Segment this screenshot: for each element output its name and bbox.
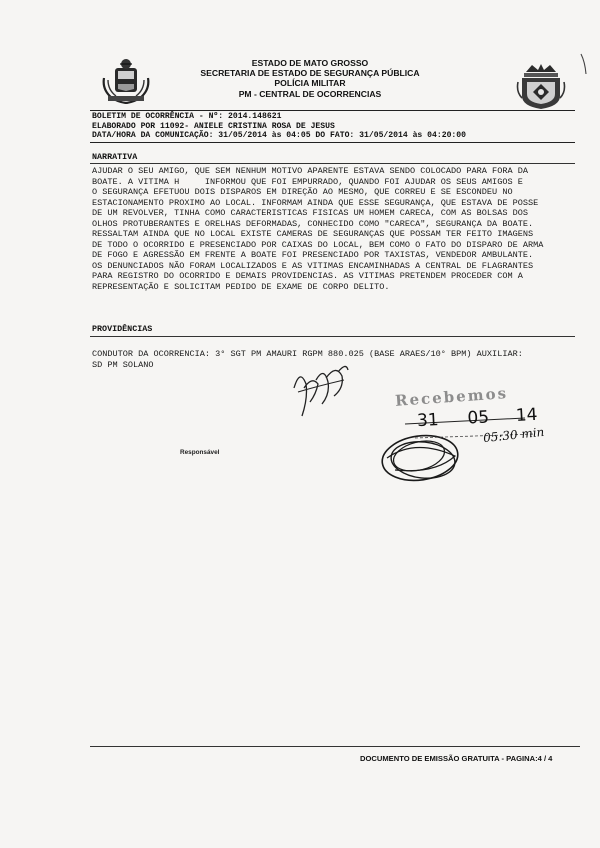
narrative-line: O SEGURANÇA EFETUOU DOIS DISPAROS EM DIREÇÃO AO MESMO, QUE CORREU E SE ESCONDEU NO [92, 187, 513, 198]
narrative-line: RESSALTAM AINDA QUE NO LOCAL EXISTE CAMERAS DE SEGURANÇAS QUE POSSAM TER FEITO IMAGENS [92, 229, 534, 240]
header-secretariat: SECRETARIA DE ESTADO DE SEGURANÇA PÚBLICA [200, 68, 420, 79]
header-state: ESTADO DE MATO GROSSO [251, 58, 369, 68]
narrative-line: REPRESENTAÇÃO E SOLICITAM PEDIDO DE EXAME DE CORPO DELITO. [92, 282, 390, 293]
metadata-divider [90, 142, 575, 143]
page-footer: DOCUMENTO DE EMISSÃO GRATUITA - PAGINA:4 / 4 [360, 754, 553, 763]
narrative-line: DE FOGO E AGRESSÃO EM FRENTE A BOATE FOI PRESENCIADO POR TAXISTAS, VENDEDOR AMBULANTE. [92, 250, 534, 261]
narrative-line: DE TODO O OCORRIDO E PRESENCIADO POR CAIXAS DO LOCAL, BEM COMO O FATO DO DISPARO DE ARMA [92, 239, 544, 250]
report-number: BOLETIM DE OCORRÊNCIA - Nº: 2014.148621 [92, 112, 282, 121]
providences-line: CONDUTOR DA OCORRENCIA: 3° SGT PM AMAURI RGPM 880.025 (BASE ARAES/10° BPM) AUXILIAR: [92, 349, 523, 359]
document-header [180, 58, 440, 99]
report-datetime: DATA/HORA DA COMUNICAÇÃO: 31/05/2014 às 04:05 DO FATO: 31/05/2014 às 04:20:00 [92, 131, 466, 141]
narrative-divider [90, 163, 575, 164]
footer-divider [90, 746, 580, 747]
header-divider [90, 110, 575, 111]
narrative-line: PARA REGISTRO DO OCORRIDO E DEMAIS PROVIDENCIAS. AS VITIMAS PRETENDEM PROCEDER COM A [92, 271, 523, 282]
header-police: POLÍCIA MILITAR [274, 78, 346, 89]
narrative-text [92, 166, 578, 293]
state-coat-of-arms-icon [100, 56, 152, 104]
narrative-title: NARRATIVA [92, 152, 138, 162]
narrative-line: DE UM REVOLVER, TINHA COMO CARACTERISTICAS FISICAS UM HOMEM CARECA, COM AS BOLSAS DOS [92, 208, 528, 219]
handwritten-signature [288, 358, 352, 422]
providences-divider [90, 336, 575, 337]
report-metadata [92, 112, 572, 141]
stamp-month: 05 [466, 407, 490, 429]
pen-mark-icon [577, 52, 591, 80]
narrative-line: ESTACIONAMENTO PROXIMO AO LOCAL. INFORMAM AINDA QUE ESSE SEGURANÇA, QUE ESTAVA DE POSSE [92, 197, 539, 208]
providences-line: SD PM SOLANO [92, 359, 154, 370]
narrative-line: BOATE. A VITIMA H INFORMOU QUE FOI EMPURRADO, QUANDO FOI AJUDAR OS SEUS AMIGOS E [92, 176, 523, 187]
narrative-line: OS DENUNCIADOS NÃO FORAM LOCALIZADOS E AS VITIMAS ENCAMINHADAS A CENTRAL DE FLAGRANTES [92, 260, 534, 271]
narrative-line: AJUDAR O SEU AMIGO, QUE SEM NENHUM MOTIVO APARENTE ESTAVA SENDO COLOCADO PARA FORA DA [92, 166, 528, 176]
received-stamp [375, 378, 565, 488]
stamp-time: 05:30 min [482, 424, 545, 446]
military-police-crest-icon [516, 62, 566, 110]
stamp-day: 31 [416, 410, 440, 432]
signature-label: Responsável [180, 449, 220, 456]
header-central: PM - CENTRAL DE OCORRENCIAS [238, 88, 382, 99]
providences-title: PROVIDÊNCIAS [92, 324, 153, 334]
stamp-word: Recebemos [394, 384, 509, 410]
narrative-line: OLHOS PROTUBERANTES E ORELHAS DEFORMADAS, CONHECIDO COMO "CARECA", SEGURANÇA DA BOATE. [92, 218, 534, 229]
report-author: ELABORADO POR 11092- ANIELE CRISTINA ROSA DE JESUS [92, 121, 335, 131]
stamp-year: 14 [515, 404, 538, 426]
